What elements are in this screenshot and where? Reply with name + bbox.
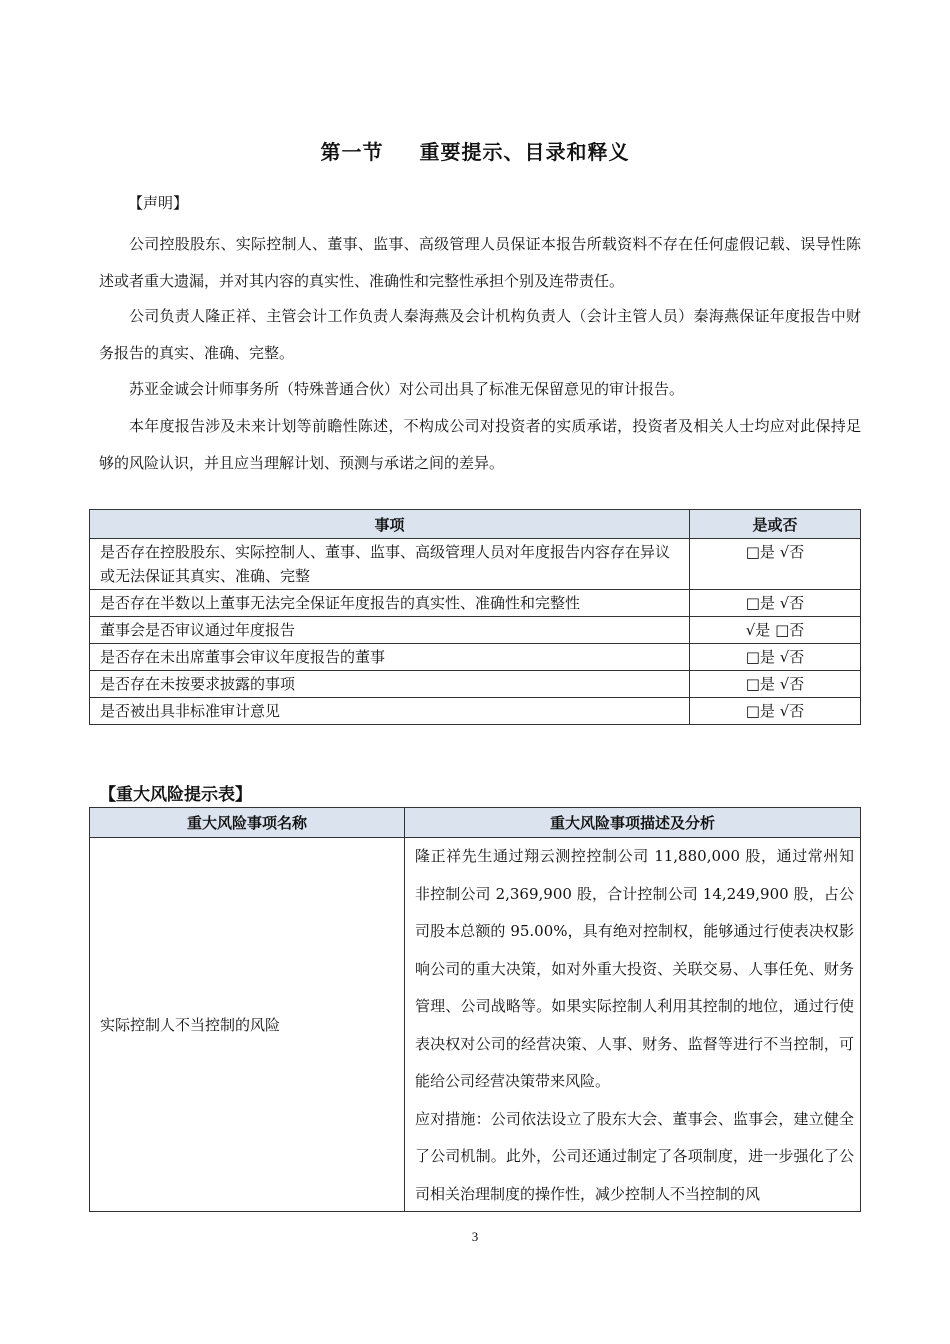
answer-cell: □是 √否 (690, 698, 861, 725)
item-cell: 是否存在控股股东、实际控制人、董事、监事、高级管理人员对年度报告内容存在异议或无法保证其真实、准确、完整 (90, 539, 690, 590)
statement-label: 【声明】 (128, 194, 189, 212)
statement-paragraph: 本年度报告涉及未来计划等前瞻性陈述，不构成公司对投资者的实质承诺，投资者及相关人士均应对此保持足够的风险认识，并且应当理解计划、预测与承诺之间的差异。 (99, 417, 861, 472)
table-row (90, 671, 861, 698)
risk-description-cell (405, 838, 861, 1212)
column-header: 事项 (90, 510, 690, 539)
item-cell: 董事会是否审议通过年度报告 (90, 617, 690, 644)
risk-description: 隆正祥先生通过翔云测控控制公司 11,880,000 股，通过常州知非控制公司 2,369,900 股，合计控制公司 14,249,900 股，占公司股本总额的 95.00%，具有绝对控制权，能够通过行使表决权影响公司的重大决策，如对外重大投资、关联交易、人事任免、财务管理、公司战略等。如果实际控制人利用其控制的地位，通过行使表决权对公司的经营决策、人事、财务、监督等进行不当控制，可能给公司经营决策带来风险。 (415, 847, 854, 1090)
section-title: 重要提示、目录和释义 (419, 140, 630, 164)
column-header: 是或否 (690, 510, 861, 539)
column-header: 重大风险事项名称 (90, 808, 405, 838)
table-row (90, 590, 861, 617)
item-cell: 是否存在半数以上董事无法完全保证年度报告的真实性、准确性和完整性 (90, 590, 690, 617)
column-header: 重大风险事项描述及分析 (405, 808, 861, 838)
item-cell: 是否存在未按要求披露的事项 (90, 671, 690, 698)
statement-paragraph: 公司控股股东、实际控制人、董事、监事、高级管理人员保证本报告所载资料不存在任何虚假记载、误导性陈述或者重大遗漏，并对其内容的真实性、准确性和完整性承担个别及连带责任。 (99, 235, 861, 290)
answer-cell: □是 √否 (690, 539, 861, 590)
risk-measures: 应对措施：公司依法设立了股东大会、董事会、监事会，建立健全了公司机制。此外，公司还通过制定了各项制度，进一步强化了公司相关治理制度的操作性，减少控制人不当控制的风 (415, 1109, 854, 1203)
item-cell: 是否存在未出席董事会审议年度报告的董事 (90, 644, 690, 671)
item-cell: 是否被出具非标准审计意见 (90, 698, 690, 725)
page-title (0, 136, 950, 165)
table-row (90, 838, 861, 1212)
risk-name-cell: 实际控制人不当控制的风险 (90, 838, 405, 1212)
table-row (90, 644, 861, 671)
table-row (90, 539, 861, 590)
answer-cell: √是 □否 (690, 617, 861, 644)
section-number: 第一节 (320, 140, 384, 164)
answer-cell: □是 √否 (690, 671, 861, 698)
statement-paragraph: 苏亚金诚会计师事务所（特殊普通合伙）对公司出具了标准无保留意见的审计报告。 (129, 380, 685, 398)
table-header-row (90, 808, 861, 838)
answer-cell: □是 √否 (690, 644, 861, 671)
confirmation-table (89, 509, 861, 725)
risk-table-heading: 【重大风险提示表】 (99, 785, 252, 805)
table-header-row (90, 510, 861, 539)
table-row (90, 617, 861, 644)
statement-paragraph: 公司负责人隆正祥、主管会计工作负责人秦海燕及会计机构负责人（会计主管人员）秦海燕保证年度报告中财务报告的真实、准确、完整。 (99, 307, 861, 362)
page-number: 3 (471, 1229, 479, 1244)
risk-table (89, 807, 861, 1212)
table-row (90, 698, 861, 725)
answer-cell: □是 √否 (690, 590, 861, 617)
